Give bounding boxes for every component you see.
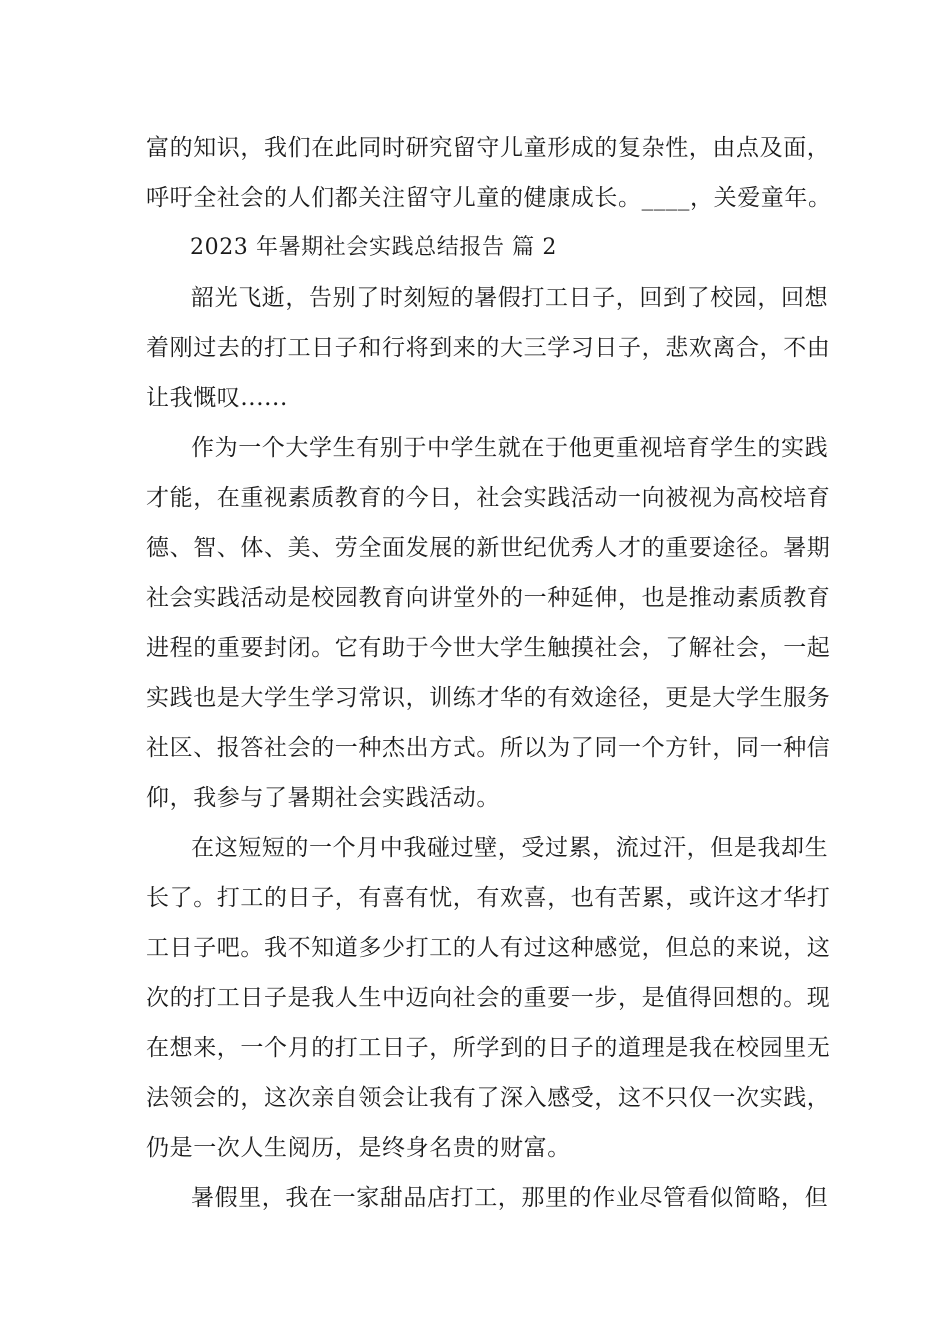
- text-line: 社区、报答社会的一种杰出方式。所以为了同一个方针，同一种信: [146, 735, 831, 761]
- text-line: 着刚过去的打工日子和行将到来的大三学习日子，悲欢离合，不由: [146, 335, 831, 361]
- text-line: 次的打工日子是我人生中迈向社会的重要一步，是值得回想的。现: [146, 985, 831, 1011]
- text-line: 才能，在重视素质教育的今日，社会实践活动一向被视为高校培育: [146, 485, 831, 511]
- text-line: 在想来，一个月的打工日子，所学到的日子的道理是我在校园里无: [146, 1035, 831, 1061]
- paragraph-first-line: 韶光飞逝，告别了时刻短的暑假打工日子，回到了校园，回想: [191, 285, 829, 311]
- text-line: 德、智、体、美、劳全面发展的新世纪优秀人才的重要途径。暑期: [146, 535, 831, 561]
- text-line: 仰，我参与了暑期社会实践活动。: [146, 785, 500, 811]
- paragraph-first-line: 在这短短的一个月中我碰过壁，受过累，流过汗，但是我却生: [191, 835, 829, 861]
- section-heading: 2023 年暑期社会实践总结报告 篇 2: [190, 235, 557, 260]
- paragraph-first-line: 暑假里，我在一家甜品店打工，那里的作业尽管看似简略，但: [191, 1185, 829, 1211]
- text-line: 仍是一次人生阅历，是终身名贵的财富。: [146, 1135, 571, 1161]
- text-line: 进程的重要封闭。它有助于今世大学生触摸社会，了解社会，一起: [146, 635, 831, 661]
- text-line: 呼吁全社会的人们都关注留守儿童的健康成长。____，关爱童年。: [146, 185, 832, 211]
- text-line: 富的知识，我们在此同时研究留守儿童形成的复杂性，由点及面，: [146, 135, 831, 161]
- text-line: 让我慨叹......: [146, 385, 288, 411]
- text-line: 工日子吧。我不知道多少打工的人有过这种感觉，但总的来说，这: [146, 935, 831, 961]
- body-text: [146, 123, 832, 1223]
- text-line: 社会实践活动是校园教育向讲堂外的一种延伸，也是推动素质教育: [146, 585, 831, 611]
- text-line: 实践也是大学生学习常识，训练才华的有效途径，更是大学生服务: [146, 685, 831, 711]
- text-line: 法领会的，这次亲自领会让我有了深入感受，这不只仅一次实践，: [146, 1085, 831, 1111]
- text-line: 长了。打工的日子，有喜有忧，有欢喜，也有苦累，或许这才华打: [146, 885, 831, 911]
- paragraph-first-line: 作为一个大学生有别于中学生就在于他更重视培育学生的实践: [191, 435, 829, 461]
